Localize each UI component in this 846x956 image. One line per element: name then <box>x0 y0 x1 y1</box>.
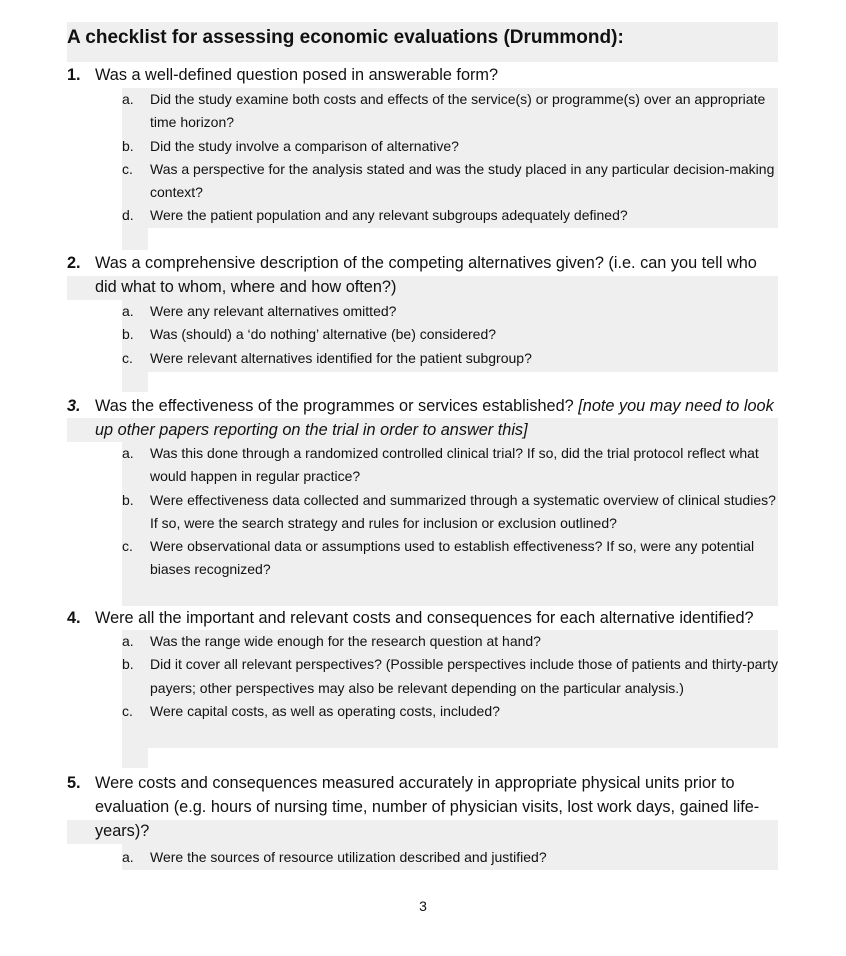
list-item <box>122 347 778 370</box>
list-item-text: Did it cover all relevant perspectives? (Possible perspectives include those of patients and thirty-party payers; other perspectives may also be relevant depending on the particular analysis.) <box>150 656 778 696</box>
question-5-subitems <box>122 846 778 869</box>
list-item-letter: a. <box>122 849 134 865</box>
list-item-text: Were the sources of resource utilization described and justified? <box>150 849 547 865</box>
question-note: [note you may need to look up other papers reporting on the trial in order to answer this] <box>95 397 774 439</box>
list-item-text: Were effectiveness data collected and summarized through a systematic overview of clinical studies? If so, were the search strategy and rules for inclusion or exclusion outlined? <box>150 491 776 531</box>
list-item-letter: c. <box>122 349 133 366</box>
question-text: Was a well-defined question posed in answerable form? <box>95 66 499 84</box>
question-number: 1. <box>67 66 81 84</box>
list-item <box>122 300 778 323</box>
highlight-bar <box>122 748 148 768</box>
question-number: 3. <box>67 397 81 415</box>
list-item-letter: c. <box>122 702 133 719</box>
highlight-bar <box>122 228 148 250</box>
list-item-letter: b. <box>122 326 134 343</box>
list-item <box>122 204 778 227</box>
list-item-text: Were capital costs, as well as operating costs, included? <box>150 702 500 719</box>
question-4-subitems <box>122 630 778 723</box>
list-item-letter: a. <box>122 633 134 649</box>
list-item <box>122 630 778 653</box>
list-item <box>122 535 778 582</box>
question-text: Was a comprehensive description of the competing alternatives given? (i.e. can you tell who did what to whom, where and how often?) <box>95 254 757 296</box>
highlight-bar <box>122 582 778 606</box>
list-item <box>122 442 778 489</box>
list-item-text: Were any relevant alternatives omitted? <box>150 303 397 319</box>
list-item-text: Was the range wide enough for the research question at hand? <box>150 633 541 649</box>
highlight-bar <box>122 372 148 392</box>
list-item <box>122 323 778 346</box>
list-item-text: Was a perspective for the analysis stated and was the study placed in any particular decision-making context? <box>150 160 775 201</box>
list-item-letter: c. <box>122 160 133 177</box>
list-item-letter: b. <box>122 656 134 673</box>
list-item-letter: a. <box>122 445 134 461</box>
question-text <box>95 394 782 442</box>
question-2-subitems <box>122 300 778 370</box>
list-item <box>122 700 778 723</box>
question-number: 2. <box>67 254 81 272</box>
list-item <box>122 135 778 158</box>
list-item-text: Was (should) a ‘do nothing’ alternative (be) considered? <box>150 326 497 343</box>
list-item-letter: b. <box>122 137 134 154</box>
question-3-subitems <box>122 442 778 582</box>
question-main-text: Was the effectiveness of the programmes or services established? <box>95 397 574 415</box>
list-item-letter: d. <box>122 207 134 224</box>
question-3 <box>67 394 782 442</box>
list-item <box>122 88 778 135</box>
list-item-letter: a. <box>122 303 134 319</box>
question-5 <box>67 771 782 843</box>
list-item-letter: a. <box>122 91 134 107</box>
question-text: Were costs and consequences measured accurately in appropriate physical units prior to evaluation (e.g. hours of nursing time, number of physician visits, lost work days, gained life-years)? <box>95 774 760 840</box>
list-item <box>122 158 778 205</box>
list-item <box>122 653 778 700</box>
list-item-letter: b. <box>122 491 134 508</box>
question-4 <box>67 606 782 630</box>
list-item <box>122 846 778 869</box>
question-2 <box>67 251 782 299</box>
question-1 <box>67 63 782 87</box>
list-item-text: Were relevant alternatives identified for the patient subgroup? <box>150 349 532 366</box>
list-item-text: Were the patient population and any relevant subgroups adequately defined? <box>150 207 628 224</box>
question-number: 5. <box>67 774 81 792</box>
list-item-text: Did the study examine both costs and effects of the service(s) or programme(s) over an appropriate time horizon? <box>150 91 766 131</box>
question-number: 4. <box>67 609 81 627</box>
page-title: A checklist for assessing economic evaluations (Drummond): <box>67 27 624 48</box>
list-item <box>122 489 778 536</box>
list-item-text: Did the study involve a comparison of alternative? <box>150 137 459 154</box>
list-item-text: Was this done through a randomized controlled clinical trial? If so, did the trial protocol reflect what would happen in regular practice? <box>150 445 759 485</box>
list-item-text: Were observational data or assumptions used to establish effectiveness? If so, were any potential biases recognized? <box>150 538 755 578</box>
list-item-letter: c. <box>122 538 133 555</box>
question-text: Were all the important and relevant costs and consequences for each alternative identified? <box>95 609 754 627</box>
question-1-subitems <box>122 88 778 228</box>
page-number: 3 <box>419 898 427 914</box>
